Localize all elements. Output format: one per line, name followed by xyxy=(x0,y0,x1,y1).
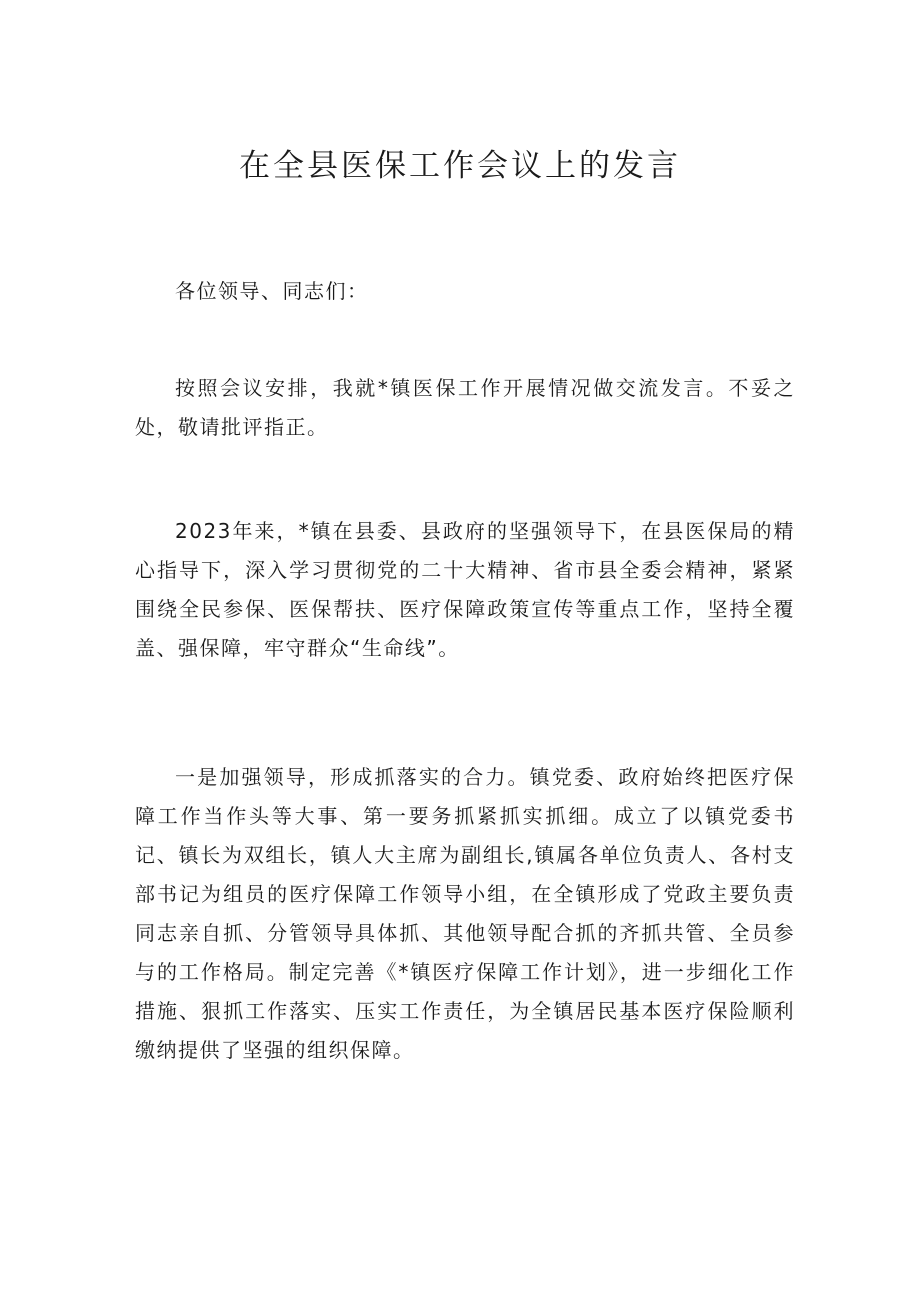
document-title: 在全县医保工作会议上的发言 xyxy=(239,148,681,184)
paragraph-leadership: 一是加强领导，形成抓落实的合力。镇党委、政府始终把医疗保障工作当作头等大事、第一要务抓紧抓实抓细。成立了以镇党委书记、镇长为双组长，镇人大主席为副组长,镇属各单位负责人、各村支部书记为组员的医疗保障工作领导小组，在全镇形成了党政主要负责同志亲自抓、分管领导具体抓、其他领导配合抓的齐抓共管、全员参与的工作格局。制定完善《*镇医疗保障工作计划》，进一步细化工作措施、狠抓工作落实、压实工作责任，为全镇居民基本医疗保险顺利缴纳提供了坚强的组织保障。 xyxy=(135,765,795,1062)
paragraph-intro: 按照会议安排，我就*镇医保工作开展情况做交流发言。不妥之处，敬请批评指正。 xyxy=(135,376,795,439)
paragraph-overview: 2023年来，*镇在县委、县政府的坚强领导下，在县医保局的精心指导下，深入学习贯彻党的二十大精神、省市县全委会精神，紧紧围绕全民参保、医保帮扶、医疗保障政策宣传等重点工作，坚持全覆盖、强保障，牢守群众“生命线”。 xyxy=(135,519,795,660)
greeting-line: 各位领导、同志们： xyxy=(175,279,369,303)
